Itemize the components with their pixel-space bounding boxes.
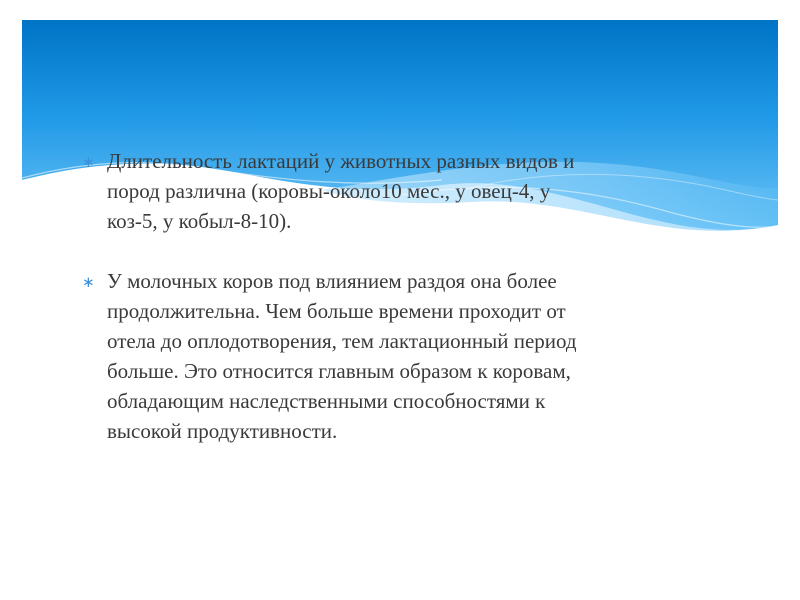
bullet-text-line: обладающим наследственными способностями к [107,389,546,413]
bullet-text-line: пород различна (коровы-около10 мес., у овец-4, у [107,179,551,203]
bullet-text-line: высокой продуктивности. [107,419,338,443]
bullet-text-line: продолжительна. Чем больше времени проходит от [107,299,566,323]
bullet-text-line: У молочных коров под влиянием раздоя она более [107,269,557,293]
slide-body [82,146,722,476]
bullet-text-line: больше. Это относится главным образом к коровам, [107,359,571,383]
diamond-outline-icon: ∗ [82,273,95,291]
diamond-outline-icon: ∗ [82,153,95,171]
bullet-item [82,146,722,236]
bullet-text-line: Длительность лактаций у животных разных видов и [107,149,575,173]
bullet-item [82,266,722,446]
bullet-text-line: отела до оплодотворения, тем лактационный период [107,329,577,353]
bullet-text-line: коз-5, у кобыл-8-10). [107,209,292,233]
